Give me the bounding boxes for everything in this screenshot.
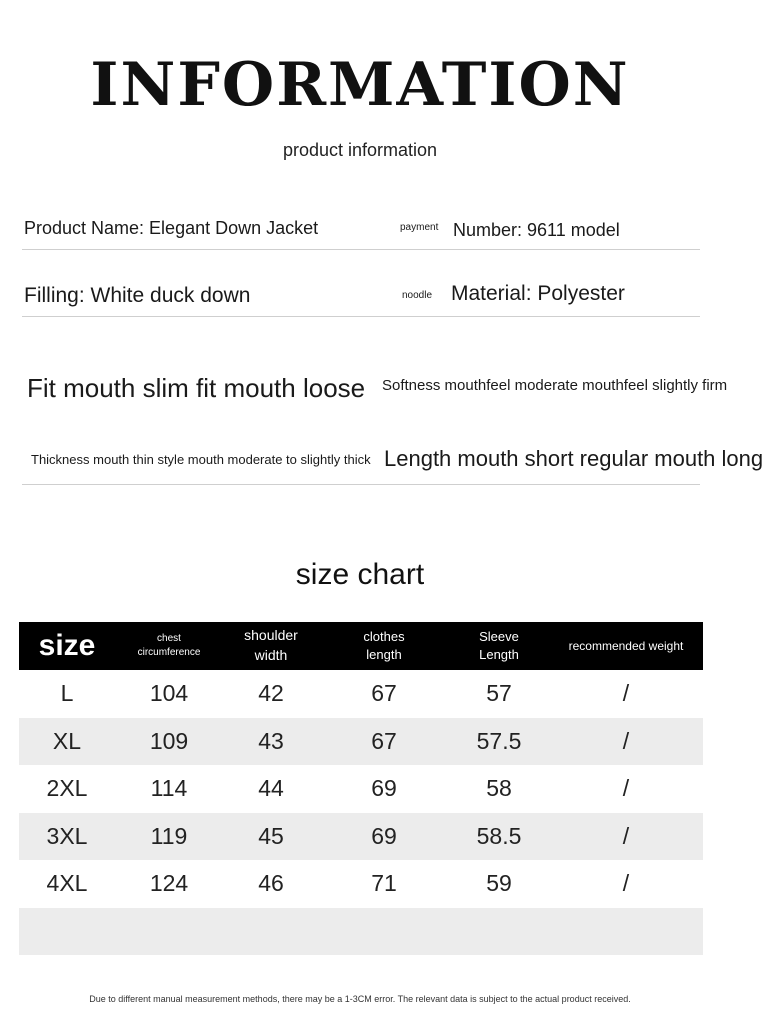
payment-label: payment (400, 222, 439, 233)
header-shoulder: shoulder width (244, 627, 298, 663)
cell-sleeve: 57 (486, 680, 512, 707)
cell-weight: / (622, 822, 630, 849)
softness-attribute: Softness mouthfeel moderate mouthfeel slightly firm (382, 377, 728, 394)
cell-weight: / (622, 680, 630, 707)
cell-size: L (60, 680, 74, 707)
header-chest: chest circumference (137, 633, 201, 658)
cell-shoulder: 44 (258, 775, 284, 802)
cell-shoulder: 43 (258, 727, 284, 754)
page-subtitle: product information (282, 140, 438, 160)
header-sleeve-length: Sleeve Length (479, 628, 519, 662)
cell-length: 69 (371, 775, 397, 802)
cell-shoulder: 46 (258, 870, 284, 897)
cell-length: 69 (371, 822, 397, 849)
cell-chest: 124 (149, 870, 189, 897)
product-number: Number: 9611 model (453, 220, 620, 240)
table-row (19, 813, 703, 861)
thickness-attribute: Thickness mouth thin style mouth moderate to slightly thick (31, 452, 371, 467)
page-title: INFORMATION (90, 50, 630, 120)
filling-value: Filling: White duck down (24, 284, 251, 307)
table-row (19, 765, 703, 813)
table-row (19, 718, 703, 766)
cell-shoulder: 42 (258, 680, 284, 707)
size-chart-title: size chart (295, 558, 425, 591)
cell-size: 2XL (46, 775, 88, 802)
cell-weight: / (622, 775, 630, 802)
size-table (19, 622, 703, 955)
fit-attribute: Fit mouth slim fit mouth loose (27, 373, 366, 403)
header-size: size (38, 629, 96, 662)
cell-size: 3XL (46, 822, 88, 849)
cell-length: 71 (371, 870, 397, 897)
cell-chest: 104 (149, 680, 189, 707)
info-row-filling (22, 276, 700, 317)
table-empty-row (19, 908, 703, 955)
cell-length: 67 (371, 680, 397, 707)
cell-size: 4XL (46, 870, 88, 897)
noodle-label: noodle (402, 290, 433, 301)
header-clothes-length: clothes length (363, 628, 405, 662)
cell-sleeve: 58 (486, 775, 512, 802)
cell-chest: 114 (150, 775, 188, 802)
cell-sleeve: 59 (486, 870, 512, 897)
header-recommended-weight: recommended weight (568, 638, 684, 653)
product-name: Product Name: Elegant Down Jacket (24, 218, 319, 238)
cell-size: XL (52, 727, 82, 754)
cell-weight: / (622, 727, 630, 754)
measurement-note: Due to different manual measurement methods, there may be a 1-3CM error. The relevant data is subject to the actual product received. (89, 994, 631, 1004)
cell-chest: 119 (150, 822, 188, 849)
info-row-name (22, 212, 700, 250)
cell-sleeve: 58.5 (476, 822, 522, 849)
table-header (19, 622, 703, 670)
length-attribute: Length mouth short regular mouth long (384, 446, 763, 471)
cell-length: 67 (371, 727, 397, 754)
cell-shoulder: 45 (258, 822, 284, 849)
info-row-attributes (22, 364, 763, 485)
cell-weight: / (622, 870, 630, 897)
table-row (19, 860, 703, 908)
material-value: Material: Polyester (451, 282, 625, 305)
cell-sleeve: 57.5 (476, 727, 522, 754)
cell-chest: 109 (149, 727, 189, 754)
table-row (19, 670, 703, 718)
